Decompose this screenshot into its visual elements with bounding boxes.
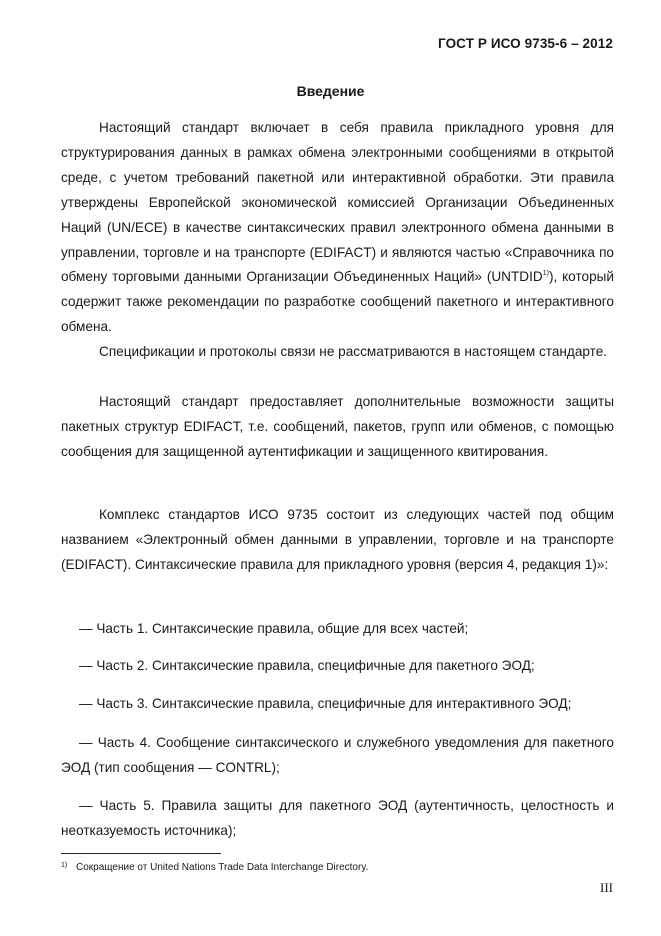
list-item-part-2: — Часть 2. Синтаксические правила, специфичные для пакетного ЭОД; <box>79 658 535 673</box>
list-item-part-5: — Часть 5. Правила защиты для пакетного ЭОД (аутентичность, целостность и неотказуемость источника); <box>61 798 614 838</box>
page-number: III <box>600 880 613 895</box>
footnote <box>61 859 614 875</box>
paragraph-security: Настоящий стандарт предоставляет дополнительные возможности защиты пакетных структур EDIFACT, т.е. сообщений, пакетов, групп или обменов, с помощью сообщения для защищенной аутентификации и защищенного квитирования. <box>61 394 614 459</box>
document-header: ГОСТ Р ИСО 9735-6 – 2012 <box>438 36 613 51</box>
paragraph-intro-text-end: ), который содержит также рекомендации по разработке сообщений пакетного и интерактивного обмена. <box>61 269 614 335</box>
paragraph-protocols: Спецификации и протоколы связи не рассматриваются в настоящем стандарте. <box>99 344 608 359</box>
list-item-part-1: — Часть 1. Синтаксические правила, общие для всех частей; <box>79 621 469 636</box>
footnote-text: Сокращение от United Nations Trade Data Interchange Directory. <box>76 862 369 873</box>
footnote-mark: 1) <box>61 862 68 869</box>
list-item-part-4: — Часть 4. Сообщение синтаксического и служебного уведомления для пакетного ЭОД (тип сообщения — CONTRL); <box>61 735 614 775</box>
paragraph-intro <box>61 116 614 340</box>
paragraph-intro-text: Настоящий стандарт включает в себя правила прикладного уровня для структурирования данных в рамках обмена электронными сообщениями в открытой среде, с учетом требований пакетной или интерактивной обработки. Эти правила утверждены Европейской экономической комиссией Организации Объединенных Наций (UN/ECE) в качестве синтаксических правил электронного обмена данными в управлении, торговле и на транспорте (EDIFACT) и являются частью «Справочника по обмену торговыми данными Организации Объединенных Наций» (UNTDID <box>61 120 614 285</box>
footnote-separator <box>61 853 221 854</box>
section-title: Введение <box>296 83 365 99</box>
list-item-part-3: — Часть 3. Синтаксические правила, специфичные для интерактивного ЭОД; <box>79 696 572 711</box>
footnote-reference: 1) <box>542 270 549 278</box>
paragraph-series: Комплекс стандартов ИСО 9735 состоит из следующих частей под общим названием «Электронный обмен данными в управлении, торговле и на транспорте (EDIFACT). Синтаксические правила для прикладного уровня (версия 4, редакция 1)»: <box>61 507 614 572</box>
